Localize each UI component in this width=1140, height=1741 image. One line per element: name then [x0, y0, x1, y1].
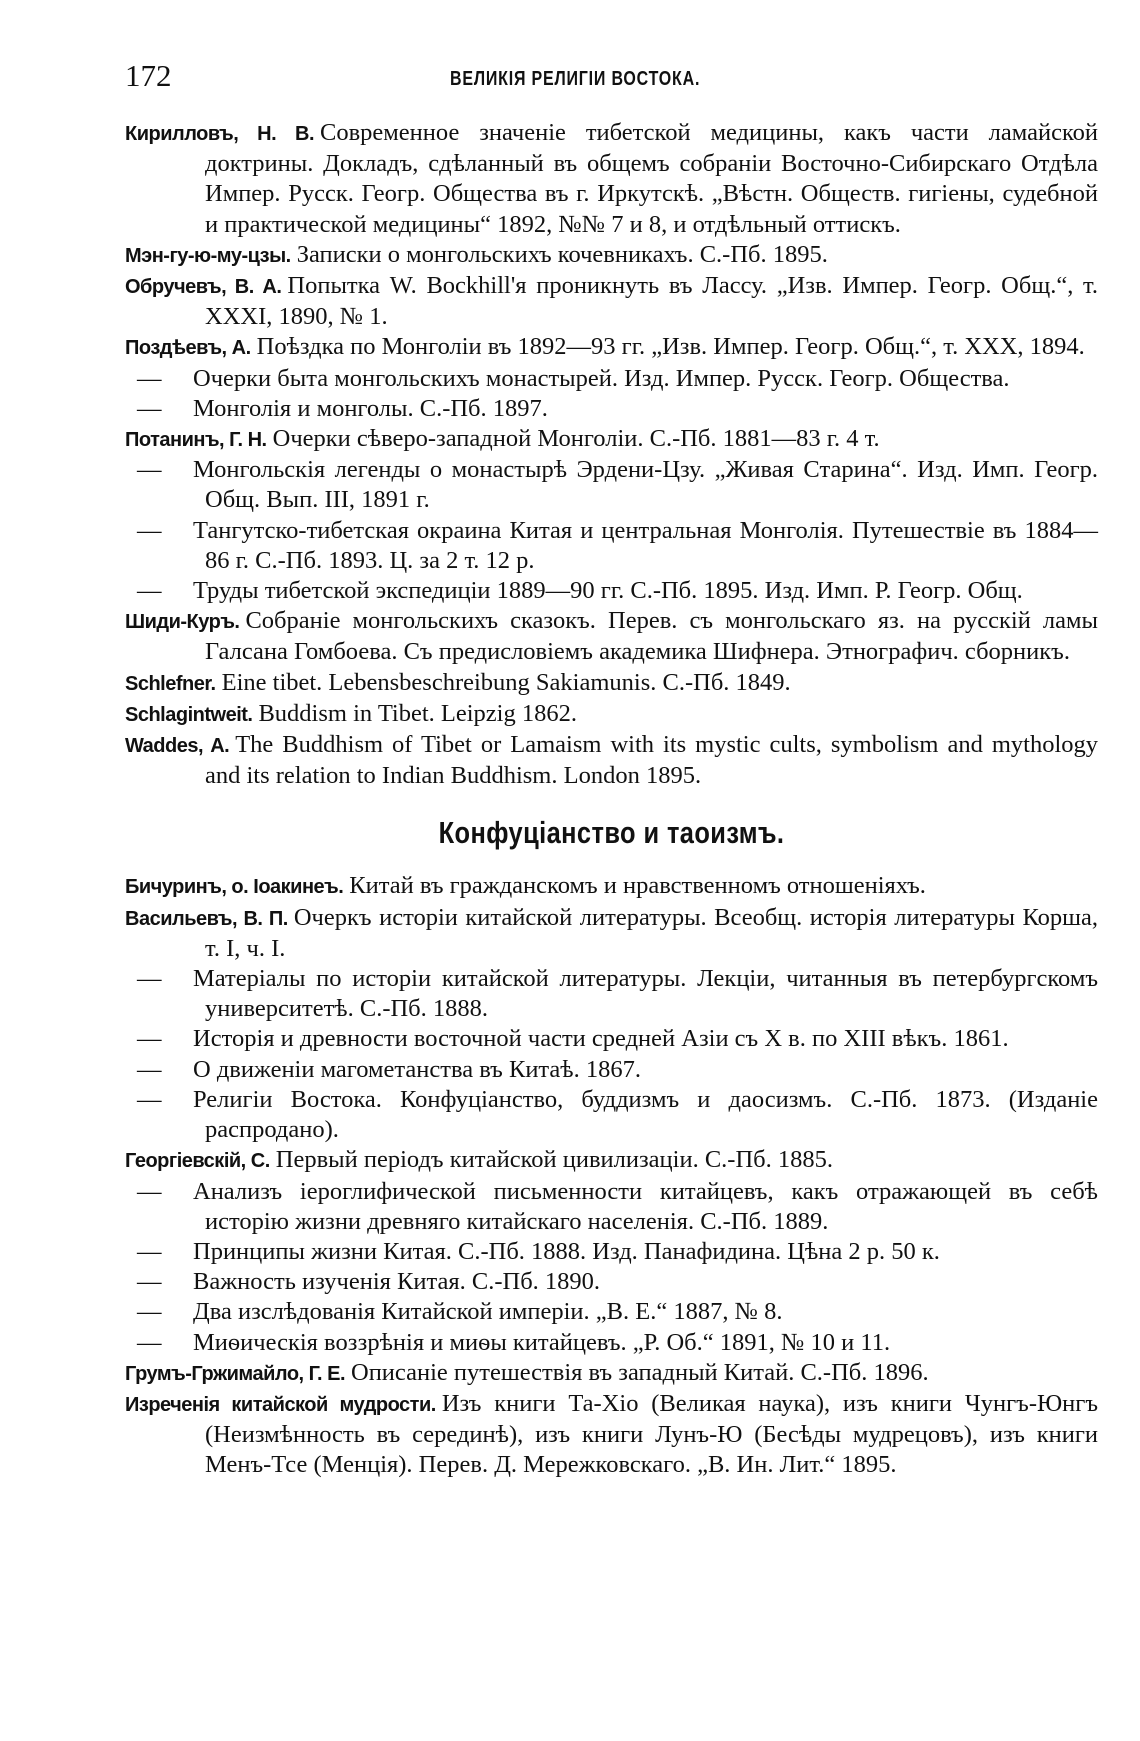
bibliography-entry	[125, 1389, 1098, 1481]
bibliography-entry	[125, 871, 1098, 902]
bibliography-entry	[125, 516, 1098, 576]
entry-author: Waddes, A.	[125, 735, 230, 758]
entry-text: Монгольскія легенды о монастырѣ Эрдени-Цзу. „Живая Старина“. Изд. Имп. Геогр. Общ. Вып. III, 1891 г.	[193, 456, 1098, 514]
entry-author: Изреченія китайской мудрости.	[125, 1393, 436, 1416]
bibliography-entry	[125, 1145, 1098, 1176]
entry-text: Труды тибетской экспедиціи 1889—90 гг. С.-Пб. 1895. Изд. Имп. Р. Геогр. Общ.	[193, 577, 1023, 605]
entry-text: Тангутско-тибетская окраина Китая и центральная Монголія. Путешествіе въ 1884—86 г. С.-Пб. 1893. Ц. за 2 т. 12 р.	[193, 516, 1098, 574]
ditto-dash: —	[137, 364, 162, 392]
entry-author: Потанинъ, Г. Н.	[125, 429, 267, 452]
entry-text: Попытка W. Bockhill'я проникнуть въ Лассу. „Изв. Импер. Геогр. Общ.“, т. XXXI, 1890, № 1.	[205, 272, 1098, 331]
entry-author: Поздѣевъ, А.	[125, 337, 251, 360]
running-title: ВЕЛИКІЯ РЕЛИГІИ ВОСТОКА.	[450, 68, 701, 90]
entry-author: Schlagintweit.	[125, 703, 253, 726]
bibliography-entry	[125, 668, 1098, 699]
entry-text: Первый періодъ китайской цивилизаціи. С.-Пб. 1885.	[275, 1146, 833, 1174]
entry-text: Собраніе монгольскихъ сказокъ. Перев. съ монгольскаго яз. на русскій ламы Галсана Гомбоева. Съ предисловіемъ академика Шифнера. Этнографич. сборникъ.	[205, 607, 1098, 666]
entry-text: The Buddhism of Tibet or Lamaism with its mystic cults, symbolism and mythology and its relation to Indian Buddhism. London 1895.	[205, 731, 1098, 790]
bibliography-entry	[125, 730, 1098, 791]
bibliography-entry	[125, 606, 1098, 667]
entry-author: Мэн-гу-ю-му-цзы.	[125, 244, 291, 267]
entry-author: Бичуринъ, о. Іоакинеъ.	[125, 876, 344, 899]
entry-text: Поѣздка по Монголіи въ 1892—93 гг. „Изв. Импер. Геогр. Общ.“, т. XXX, 1894.	[256, 333, 1085, 361]
entry-text: Очерки быта монгольскихъ монастырей. Изд. Импер. Русск. Геогр. Общества.	[193, 364, 1010, 392]
entry-text: Eine tibet. Lebensbeschreibung Sakiamunis. С.-Пб. 1849.	[221, 668, 791, 696]
entry-author: Васильевъ, В. П.	[125, 907, 288, 930]
entry-text: Монголія и монголы. С.-Пб. 1897.	[193, 394, 548, 422]
bibliography-entry	[125, 271, 1098, 332]
entry-text: Современное значеніе тибетской медицины, какъ части ламайской доктрины. Докладъ, сдѣланный въ общемъ собраніи Восточно-Сибирскаго Отдѣла Импер. Русск. Геогр. Общества въ г. Иркутскѣ. „Вѣстн. Обществ. гигіены, судебной и практической медицины“ 1892, №№ 7 и 8, и отдѣльный оттискъ.	[205, 119, 1098, 238]
section-heading: Конфуціанство и таоизмъ.	[438, 815, 785, 851]
entry-text: Buddism in Tibet. Leipzig 1862.	[258, 699, 577, 727]
bibliography-entry	[125, 1055, 1098, 1085]
entry-text: Очеркъ исторіи китайской литературы. Всеобщ. исторія литературы Корша, т. I, ч. I.	[205, 903, 1098, 962]
entry-text: Важность изученія Китая. С.-Пб. 1890.	[193, 1268, 601, 1296]
bibliography-entry	[125, 424, 1098, 455]
ditto-dash: —	[137, 577, 162, 605]
ditto-dash: —	[137, 1025, 162, 1053]
ditto-dash: —	[137, 1268, 162, 1296]
entry-text: Матеріалы по исторіи китайской литературы. Лекціи, читанныя въ петербургскомъ университетѣ. С.-Пб. 1888.	[193, 965, 1098, 1023]
ditto-dash: —	[137, 456, 162, 484]
bibliography-entry	[125, 1024, 1098, 1054]
entry-author: Грумъ-Гржимайло, Г. Е.	[125, 1362, 345, 1385]
bibliography-entry	[125, 1237, 1098, 1267]
ditto-dash: —	[137, 516, 162, 544]
bibliography-section-tibet	[125, 118, 1098, 791]
bibliography-entry	[125, 118, 1098, 240]
bibliography-entry	[125, 455, 1098, 515]
bibliography-section-confucianism	[125, 871, 1098, 1480]
bibliography-entry	[125, 699, 1098, 730]
bibliography-entry	[125, 903, 1098, 964]
entry-text: Принципы жизни Китая. С.-Пб. 1888. Изд. Панафидина. Цѣна 2 р. 50 к.	[193, 1237, 940, 1265]
ditto-dash: —	[137, 1177, 162, 1205]
entry-text: Два изслѣдованія Китайской имперіи. „В. Е.“ 1887, № 8.	[193, 1298, 783, 1326]
entry-author: Schlefner.	[125, 672, 216, 695]
bibliography-entry	[125, 1177, 1098, 1237]
bibliography-entry	[125, 576, 1098, 606]
bibliography-entry	[125, 1297, 1098, 1327]
ditto-dash: —	[137, 1237, 162, 1265]
entry-text: Изъ книги Та-Хіо (Великая наука), изъ книги Чунгъ-Юнгъ (Неизмѣнность въ серединѣ), изъ книги Лунъ-Ю (Бесѣды мудрецовъ), изъ книги Менъ-Тсе (Менція). Перев. Д. Мережковскаго. „В. Ин. Лит.“ 1895.	[205, 1389, 1098, 1479]
entry-text: О движеніи магометанства въ Китаѣ. 1867.	[193, 1055, 641, 1083]
entry-text: Исторія и древности восточной части средней Азіи съ X в. по XIII вѣкъ. 1861.	[193, 1025, 1009, 1053]
entry-text: Анализъ іероглифической письменности китайцевъ, какъ отражающей въ себѣ исторію жизни древняго китайскаго населенія. С.-Пб. 1889.	[193, 1177, 1098, 1235]
ditto-dash: —	[137, 965, 162, 993]
bibliography-entry	[125, 1085, 1098, 1145]
entry-text: Очерки сѣверо-западной Монголіи. С.-Пб. 1881—83 г. 4 т.	[272, 425, 880, 453]
entry-text: Описаніе путешествія въ западный Китай. С.-Пб. 1896.	[351, 1358, 929, 1386]
bibliography-entry	[125, 1267, 1098, 1297]
bibliography-entry	[125, 394, 1098, 424]
page-number: 172	[125, 58, 172, 93]
entry-author: Шиди-Куръ.	[125, 611, 240, 634]
entry-text: Записки о монгольскихъ кочевникахъ. С.-Пб. 1895.	[296, 240, 828, 268]
running-head	[125, 52, 1098, 102]
bibliography-entry	[125, 364, 1098, 394]
ditto-dash: —	[137, 1055, 162, 1083]
entry-author: Георгіевскій, С.	[125, 1150, 270, 1173]
entry-author: Обручевъ, В. А.	[125, 276, 282, 299]
bibliography-entry	[125, 1358, 1098, 1389]
bibliography-entry	[125, 964, 1098, 1024]
entry-author: Кирилловъ, Н. В.	[125, 123, 315, 145]
ditto-dash: —	[137, 1085, 162, 1113]
ditto-dash: —	[137, 1328, 162, 1356]
ditto-dash: —	[137, 1298, 162, 1326]
bibliography-entry	[125, 332, 1098, 363]
entry-text: Китай въ гражданскомъ и нравственномъ отношеніяхъ.	[349, 872, 926, 900]
ditto-dash: —	[137, 394, 162, 422]
entry-text: Религіи Востока. Конфуціанство, буддизмъ и даосизмъ. С.-Пб. 1873. (Изданіе распродано).	[193, 1085, 1098, 1144]
entry-text: Миѳическія воззрѣнія и миѳы китайцевъ. „Р. Об.“ 1891, № 10 и 11.	[193, 1328, 891, 1356]
bibliography-entry	[125, 240, 1098, 271]
bibliography-entry	[125, 1328, 1098, 1358]
